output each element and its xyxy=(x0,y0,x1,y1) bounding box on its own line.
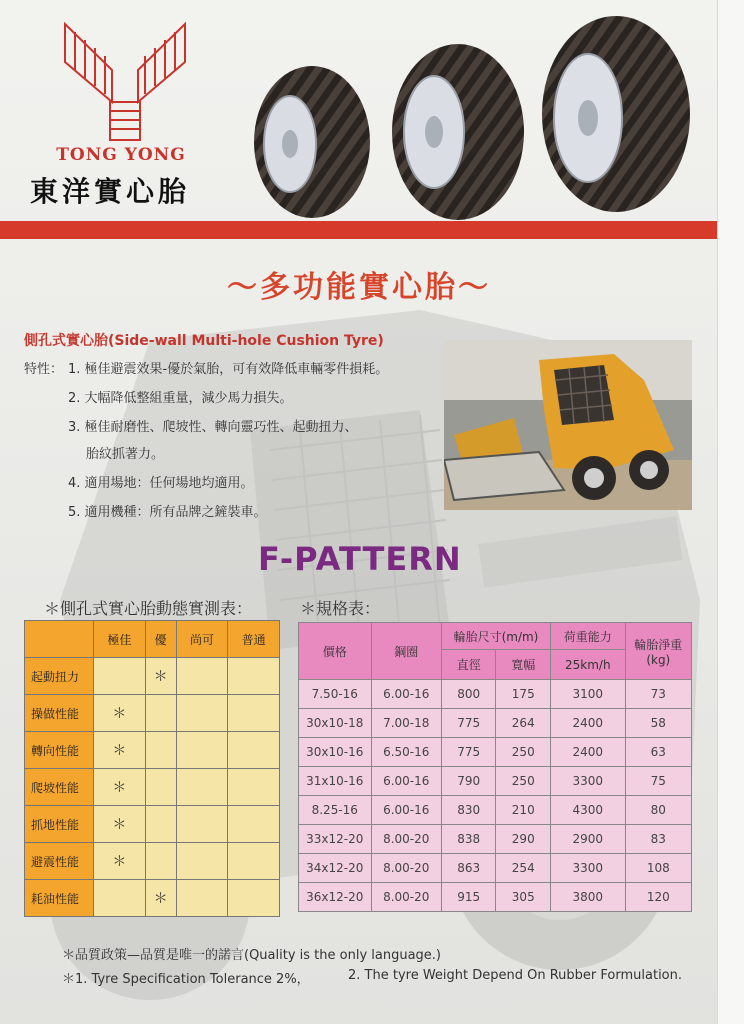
performance-row xyxy=(25,806,280,843)
rating-cell xyxy=(228,843,280,880)
spec-cell-load: 3300 xyxy=(551,767,626,796)
spec-cell-width: 264 xyxy=(496,709,551,738)
rating-cell xyxy=(145,658,176,695)
spec-row xyxy=(299,854,692,883)
spec-cell-rim: 8.00-20 xyxy=(371,883,441,912)
spec-cell-weight: 80 xyxy=(625,796,691,825)
skid-steer-loader-photo xyxy=(444,340,692,510)
spec-row xyxy=(299,825,692,854)
spec-header-size: 價格 xyxy=(299,623,372,680)
performance-row-label: 起動扭力 xyxy=(25,658,94,695)
spec-header-dims: 輪胎尺寸(m/m) xyxy=(441,623,550,650)
spec-header-load: 荷重能力 xyxy=(551,623,626,650)
spec-row xyxy=(299,738,692,767)
spec-cell-rim: 6.00-16 xyxy=(371,767,441,796)
tyre-small xyxy=(254,66,370,218)
performance-row xyxy=(25,732,280,769)
spec-cell-load: 3300 xyxy=(551,854,626,883)
feature-item: 1. 極佳避震效果-優於氣胎，可有效降低車輛零件損耗。 xyxy=(68,362,389,377)
quality-note: ＊品質政策—品質是唯一的諾言(Quality is the only language.) xyxy=(62,948,441,963)
rating-cell xyxy=(145,732,176,769)
performance-table xyxy=(24,620,280,917)
performance-row xyxy=(25,880,280,917)
column-header: 優 xyxy=(145,621,176,658)
performance-row xyxy=(25,769,280,806)
spec-header-weight-unit: (kg) xyxy=(646,652,671,667)
features-label: 特性： xyxy=(24,362,64,377)
spec-cell-weight: 75 xyxy=(625,767,691,796)
page-edge xyxy=(717,0,744,1024)
spec-cell-weight: 58 xyxy=(625,709,691,738)
rating-cell xyxy=(228,658,280,695)
spec-cell-diameter: 775 xyxy=(441,709,496,738)
spec-cell-diameter: 800 xyxy=(441,680,496,709)
spec-cell-size: 34x12-20 xyxy=(299,854,372,883)
rating-cell xyxy=(145,880,176,917)
spec-cell-diameter: 838 xyxy=(441,825,496,854)
product-title: 側孔式實心胎(Side-wall Multi-hole Cushion Tyre) xyxy=(24,333,384,349)
rating-cell xyxy=(94,880,146,917)
tolerance-note: ＊1. Tyre Specification Tolerance 2%， xyxy=(62,972,310,987)
column-header: 普通 xyxy=(228,621,280,658)
spec-cell-size: 30x10-18 xyxy=(299,709,372,738)
spec-header-load-unit: 25km/h xyxy=(551,650,626,680)
rating-mark: ＊ xyxy=(112,854,127,870)
pattern-name: F-PATTERN xyxy=(258,540,462,578)
rating-cell xyxy=(228,880,280,917)
spec-cell-load: 3800 xyxy=(551,883,626,912)
spec-cell-load: 2400 xyxy=(551,709,626,738)
performance-row-label: 爬坡性能 xyxy=(25,769,94,806)
rating-cell xyxy=(145,843,176,880)
spec-cell-width: 305 xyxy=(496,883,551,912)
feature-item: 胎紋抓著力。 xyxy=(86,447,165,462)
spec-row xyxy=(299,680,692,709)
headline: ～多功能實心胎～ xyxy=(227,270,491,305)
spec-row xyxy=(299,883,692,912)
brand-name-en: TONG YONG xyxy=(56,145,186,165)
rating-mark: ＊ xyxy=(112,743,127,759)
performance-row xyxy=(25,843,280,880)
performance-row xyxy=(25,658,280,695)
spec-cell-load: 2900 xyxy=(551,825,626,854)
tyre-product-images xyxy=(250,14,710,220)
spec-row xyxy=(299,767,692,796)
rating-cell xyxy=(228,732,280,769)
spec-cell-load: 2400 xyxy=(551,738,626,767)
spec-cell-rim: 6.00-16 xyxy=(371,680,441,709)
spec-row xyxy=(299,796,692,825)
rating-cell xyxy=(228,695,280,732)
rating-mark: ＊ xyxy=(112,817,127,833)
spec-cell-width: 250 xyxy=(496,767,551,796)
rating-cell xyxy=(94,806,146,843)
spec-cell-rim: 6.00-16 xyxy=(371,796,441,825)
spec-cell-diameter: 915 xyxy=(441,883,496,912)
performance-row xyxy=(25,695,280,732)
spec-header-rim: 鋼圈 xyxy=(371,623,441,680)
spec-cell-width: 175 xyxy=(496,680,551,709)
rating-cell xyxy=(228,806,280,843)
tyre-medium xyxy=(392,44,524,220)
rating-mark: ＊ xyxy=(153,891,168,907)
spec-cell-size: 36x12-20 xyxy=(299,883,372,912)
spec-cell-size: 7.50-16 xyxy=(299,680,372,709)
spec-header-diameter: 直徑 xyxy=(441,650,496,680)
spec-row xyxy=(299,709,692,738)
spec-cell-weight: 83 xyxy=(625,825,691,854)
spec-cell-weight: 73 xyxy=(625,680,691,709)
rating-cell xyxy=(176,695,228,732)
rating-cell xyxy=(228,769,280,806)
feature-item: 4. 適用場地：任何場地均適用。 xyxy=(68,476,254,491)
rating-cell xyxy=(176,880,228,917)
spec-cell-diameter: 863 xyxy=(441,854,496,883)
spec-cell-rim: 8.00-20 xyxy=(371,825,441,854)
performance-row-label: 耗油性能 xyxy=(25,880,94,917)
rating-cell xyxy=(94,695,146,732)
spec-header-row xyxy=(299,623,692,650)
rating-cell xyxy=(176,769,228,806)
rating-cell xyxy=(176,658,228,695)
feature-item: 3. 極佳耐磨性、爬坡性、轉向靈巧性、起動扭力、 xyxy=(68,420,358,435)
spec-cell-width: 210 xyxy=(496,796,551,825)
spec-cell-weight: 63 xyxy=(625,738,691,767)
rating-mark: ＊ xyxy=(112,780,127,796)
rating-cell xyxy=(145,695,176,732)
spec-notes xyxy=(62,968,683,987)
rating-cell xyxy=(145,769,176,806)
rating-cell xyxy=(94,658,146,695)
spec-table-caption: ＊規格表： xyxy=(300,599,381,618)
tong-yong-logo xyxy=(60,22,190,142)
performance-table-caption: ＊側孔式實心胎動態實測表： xyxy=(44,599,253,618)
spec-cell-size: 30x10-16 xyxy=(299,738,372,767)
spec-cell-load: 3100 xyxy=(551,680,626,709)
rating-cell xyxy=(176,843,228,880)
corner-cell xyxy=(25,621,94,658)
performance-header-row xyxy=(25,621,280,658)
column-header: 極佳 xyxy=(94,621,146,658)
performance-row-label: 轉向性能 xyxy=(25,732,94,769)
performance-row-label: 操做性能 xyxy=(25,695,94,732)
rating-mark: ＊ xyxy=(153,669,168,685)
spec-cell-rim: 7.00-18 xyxy=(371,709,441,738)
column-header: 尚可 xyxy=(176,621,228,658)
spec-cell-diameter: 775 xyxy=(441,738,496,767)
rating-cell xyxy=(94,769,146,806)
performance-row-label: 抓地性能 xyxy=(25,806,94,843)
spec-cell-size: 31x10-16 xyxy=(299,767,372,796)
rating-cell xyxy=(94,843,146,880)
spec-cell-weight: 108 xyxy=(625,854,691,883)
rating-cell xyxy=(94,732,146,769)
weight-note: 2. The tyre Weight Depend On Rubber Formulation. xyxy=(348,968,683,983)
spec-cell-diameter: 790 xyxy=(441,767,496,796)
tyre-large xyxy=(542,16,690,212)
spec-cell-width: 254 xyxy=(496,854,551,883)
rating-cell xyxy=(145,806,176,843)
spec-cell-width: 290 xyxy=(496,825,551,854)
spec-cell-size: 8.25-16 xyxy=(299,796,372,825)
feature-item: 5. 適用機種：所有品牌之鏟裝車。 xyxy=(68,505,267,520)
spec-header-width: 寬幅 xyxy=(496,650,551,680)
spec-cell-diameter: 830 xyxy=(441,796,496,825)
spec-cell-weight: 120 xyxy=(625,883,691,912)
rating-cell xyxy=(176,732,228,769)
spec-cell-rim: 8.00-20 xyxy=(371,854,441,883)
spec-cell-rim: 6.50-16 xyxy=(371,738,441,767)
performance-row-label: 避震性能 xyxy=(25,843,94,880)
spec-table xyxy=(298,622,692,912)
red-divider-band xyxy=(0,221,718,239)
spec-cell-width: 250 xyxy=(496,738,551,767)
spec-header-weight xyxy=(625,623,691,680)
spec-cell-size: 33x12-20 xyxy=(299,825,372,854)
spec-cell-load: 4300 xyxy=(551,796,626,825)
rating-mark: ＊ xyxy=(112,706,127,722)
spec-header-weight-label: 輪胎淨重 xyxy=(634,637,683,652)
rating-cell xyxy=(176,806,228,843)
feature-item: 2. 大幅降低整組重量，減少馬力損失。 xyxy=(68,391,293,406)
brand-name-zh: 東洋實心胎 xyxy=(30,175,191,208)
